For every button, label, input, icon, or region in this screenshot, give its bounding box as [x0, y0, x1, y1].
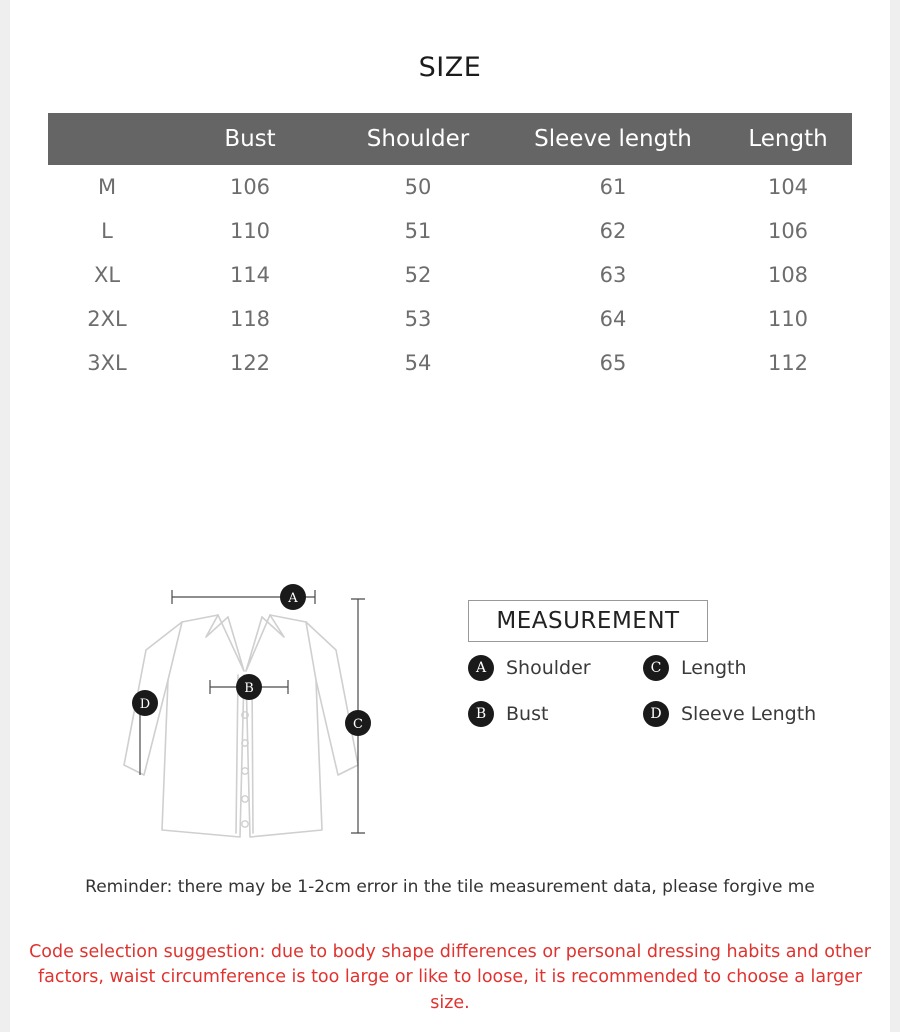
table-row	[48, 209, 852, 253]
legend-label-shoulder: Shoulder	[506, 657, 591, 679]
measurement-legend	[468, 655, 868, 747]
table-row	[48, 165, 852, 209]
cell-shoulder: 50	[404, 175, 432, 199]
svg-text:B: B	[244, 681, 254, 696]
page-title: SIZE	[418, 52, 482, 83]
cell-sleeve: 64	[599, 307, 627, 331]
cell-length: 104	[767, 175, 809, 199]
column-header-bust: Bust	[166, 113, 334, 165]
badge-b-icon: B	[468, 701, 494, 727]
cell-size: M	[97, 175, 117, 199]
cell-size: 3XL	[87, 351, 127, 375]
legend-row	[468, 655, 868, 681]
cell-length: 110	[767, 307, 809, 331]
cell-sleeve: 65	[599, 351, 627, 375]
legend-row	[468, 701, 868, 727]
table-header-row	[48, 113, 852, 165]
table-row	[48, 297, 852, 341]
cell-shoulder: 51	[404, 219, 432, 243]
cell-bust: 110	[229, 219, 271, 243]
cell-shoulder: 52	[404, 263, 432, 287]
legend-label-length: Length	[681, 657, 747, 679]
svg-text:A: A	[288, 591, 298, 606]
cell-bust: 114	[229, 263, 271, 287]
cell-size: 2XL	[87, 307, 127, 331]
column-header-length: Length	[724, 113, 852, 165]
size-suggestion-text: Code selection suggestion: due to body shape differences or personal dressing habits and other factors, waist circumference is too large or like to loose, it is recommended to choose a larger size.	[29, 942, 871, 1013]
cell-bust: 106	[229, 175, 271, 199]
legend-item-length	[643, 655, 747, 681]
column-header-sleeve-length: Sleeve length	[502, 113, 724, 165]
cell-size: XL	[93, 263, 121, 287]
cell-sleeve: 63	[599, 263, 627, 287]
column-header-shoulder: Shoulder	[334, 113, 502, 165]
cell-bust: 122	[229, 351, 271, 375]
table-row	[48, 253, 852, 297]
cell-length: 108	[767, 263, 809, 287]
size-table-body	[48, 165, 852, 385]
legend-label-bust: Bust	[506, 703, 549, 725]
legend-item-bust	[468, 701, 643, 727]
column-header-size	[48, 113, 166, 165]
badge-d-icon: D	[643, 701, 669, 727]
background-watermark	[0, 838, 900, 871]
legend-item-sleeve-length	[643, 701, 816, 727]
cell-sleeve: 61	[599, 175, 627, 199]
cell-sleeve: 62	[599, 219, 627, 243]
legend-item-shoulder	[468, 655, 643, 681]
size-table-head	[48, 113, 852, 165]
badge-a-icon: A	[468, 655, 494, 681]
table-row	[48, 341, 852, 385]
cell-bust: 118	[229, 307, 271, 331]
size-table	[48, 113, 852, 385]
svg-text:C: C	[353, 717, 363, 732]
legend-label-sleeve-length: Sleeve Length	[681, 703, 817, 725]
cell-shoulder: 53	[404, 307, 432, 331]
cell-length: 106	[767, 219, 809, 243]
cell-size: L	[101, 219, 113, 243]
shirt-illustration-svg	[110, 575, 410, 865]
cell-shoulder: 54	[404, 351, 432, 375]
badge-c-icon: C	[643, 655, 669, 681]
garment-diagram	[110, 575, 410, 865]
measurement-heading: MEASUREMENT	[468, 600, 708, 642]
svg-text:D: D	[139, 697, 151, 712]
cell-length: 112	[767, 351, 809, 375]
reminder-text: Reminder: there may be 1-2cm error in the tile measurement data, please forgive me	[85, 877, 815, 897]
